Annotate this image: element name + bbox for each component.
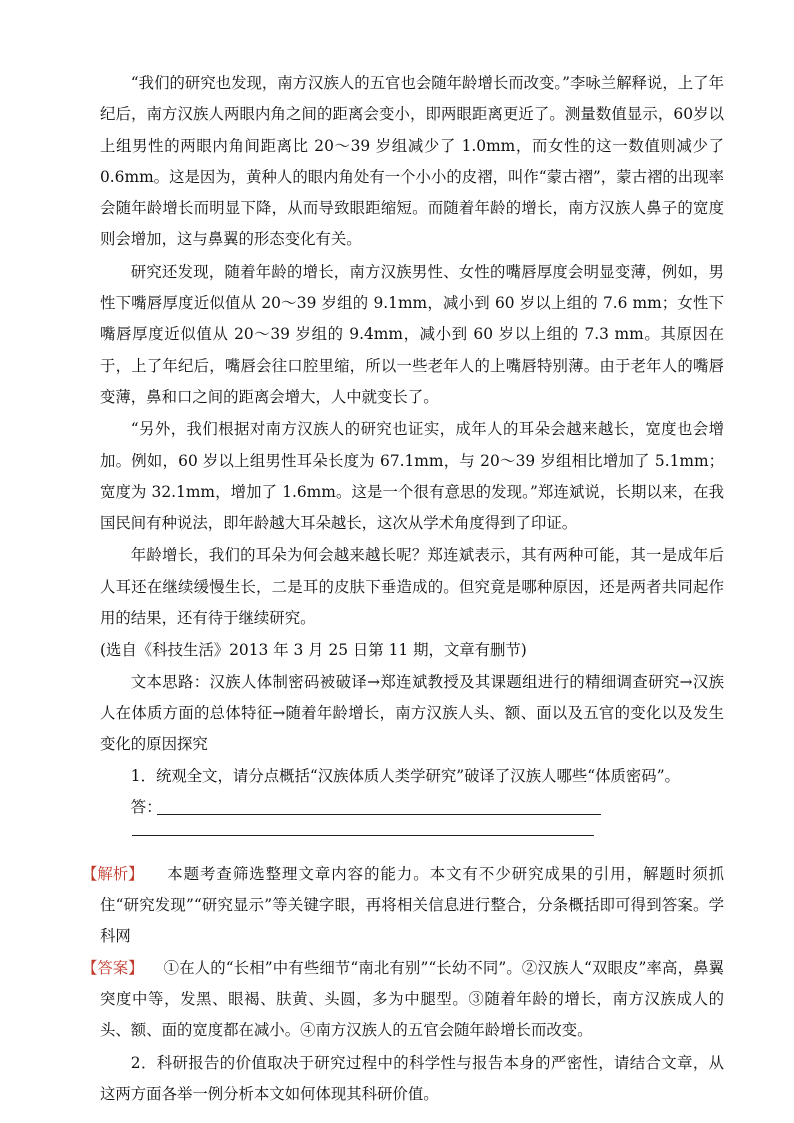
analysis-text: 本题考查筛选整理文章内容的能力。本文有不少研究成果的引用，解题时须抓住“研究发现”“研究显示”等关键字眼，再将相关信息进行整合，分条概括即可得到答案。学科网 [100, 864, 724, 946]
paragraph-lips: 研究还发现，随着年龄的增长，南方汉族男性、女性的嘴唇厚度会明显变薄，例如，男性下嘴唇厚度近似值从 20～39 岁组的 9.1mm，减小到 60 岁以上组的 7.6 mm；女性下嘴唇厚度近似值从 20～39 岁组的 9.4mm，减小到 60 岁以上组的 7.3 mm。其原因在于，上了年纪后，嘴唇会往口腔里缩，所以一些老年人的上嘴唇特别薄。由于老年人的嘴唇变薄，鼻和口之间的距离会增大，人中就变长了。 [100, 262, 724, 406]
answer-text: ①在人的“长相”中有些细节“南北有别”“长幼不同”。②汉族人“双眼皮”率高，鼻翼突度中等，发黑、眼褐、肤黄、头圆，多为中腿型。③随着年龄的增长，南方汉族成人的头、额、面的宽度都在减小。④南方汉族人的五官会随年龄增长而改变。 [100, 958, 724, 1040]
paragraph-facial-features: “我们的研究也发现，南方汉族人的五官也会随年龄增长而改变。”李咏兰解释说，上了年纪后，南方汉族人两眼内角之间的距离会变小，即两眼距离更近了。测量数值显示，60岁以上组男性的两眼内角间距离比 20～39 岁组减少了 1.0mm，而女性的这一数值则减少了 0.6mm。这是因为，黄种人的眼内角处有一个小小的皮褶，叫作“蒙古褶”，蒙古褶的出现率会随年龄增长而明显下降，从而导致眼距缩短。而随着年龄的增长，南方汉族人鼻子的宽度则会增加，这与鼻翼的形态变化有关。 [100, 74, 724, 249]
question-1: 1．统观全文，请分点概括“汉族体质人类学研究”破译了汉族人哪些“体质密码”。 [130, 766, 680, 785]
answer-row-2 [132, 823, 724, 853]
analysis-section [82, 859, 724, 953]
text-structure-note: 文本思路：汉族人体制密码被破译→郑连斌教授及其课题组进行的精细调查研究→汉族人在体质方面的总体特征→随着年龄增长，南方汉族人头、额、面以及五官的变化以及发生变化的原因探究 [100, 672, 724, 754]
paragraph-ear-growth: 年龄增长，我们的耳朵为何会越来越长呢？郑连斌表示，其有两种可能，其一是成年后人耳还在继续缓慢生长，二是耳的皮肤下垂造成的。但究竟是哪种原因，还是两者共同起作用的结果，还有待于继续研究。 [100, 546, 724, 628]
analysis-tag: 【解析】 [82, 864, 144, 883]
paragraph-ears: “另外，我们根据对南方汉族人的研究也证实，成年人的耳朵会越来越长，宽度也会增加。例如，60 岁以上组男性耳朵长度为 67.1mm，与 20～39 岁组相比增加了 5.1mm；宽度为 32.1mm，增加了 1.6mm。这是一个很有意思的发现。”郑连斌说，长期以来，在我国民间有种说法，即年龄越大耳朵越长，这次从学术角度得到了印证。 [100, 420, 724, 533]
article-body [82, 68, 724, 1110]
answer-tag: 【答案】 [82, 958, 144, 977]
source-citation: (选自《科技生活》2013 年 3 月 25 日第 11 期，文章有删节) [100, 641, 527, 660]
question-2: 2．科研报告的价值取决于研究过程中的科学性与报告本身的严密性，请结合文章，从这两方面各举一例分析本文如何体现其科研价值。 [100, 1053, 724, 1103]
answer-row-1 [131, 792, 724, 823]
answer-blank-line-2[interactable] [132, 835, 594, 836]
answer-section [82, 953, 724, 1047]
answer-blank-line-1[interactable] [157, 814, 601, 815]
answer-label: 答： [130, 797, 162, 816]
